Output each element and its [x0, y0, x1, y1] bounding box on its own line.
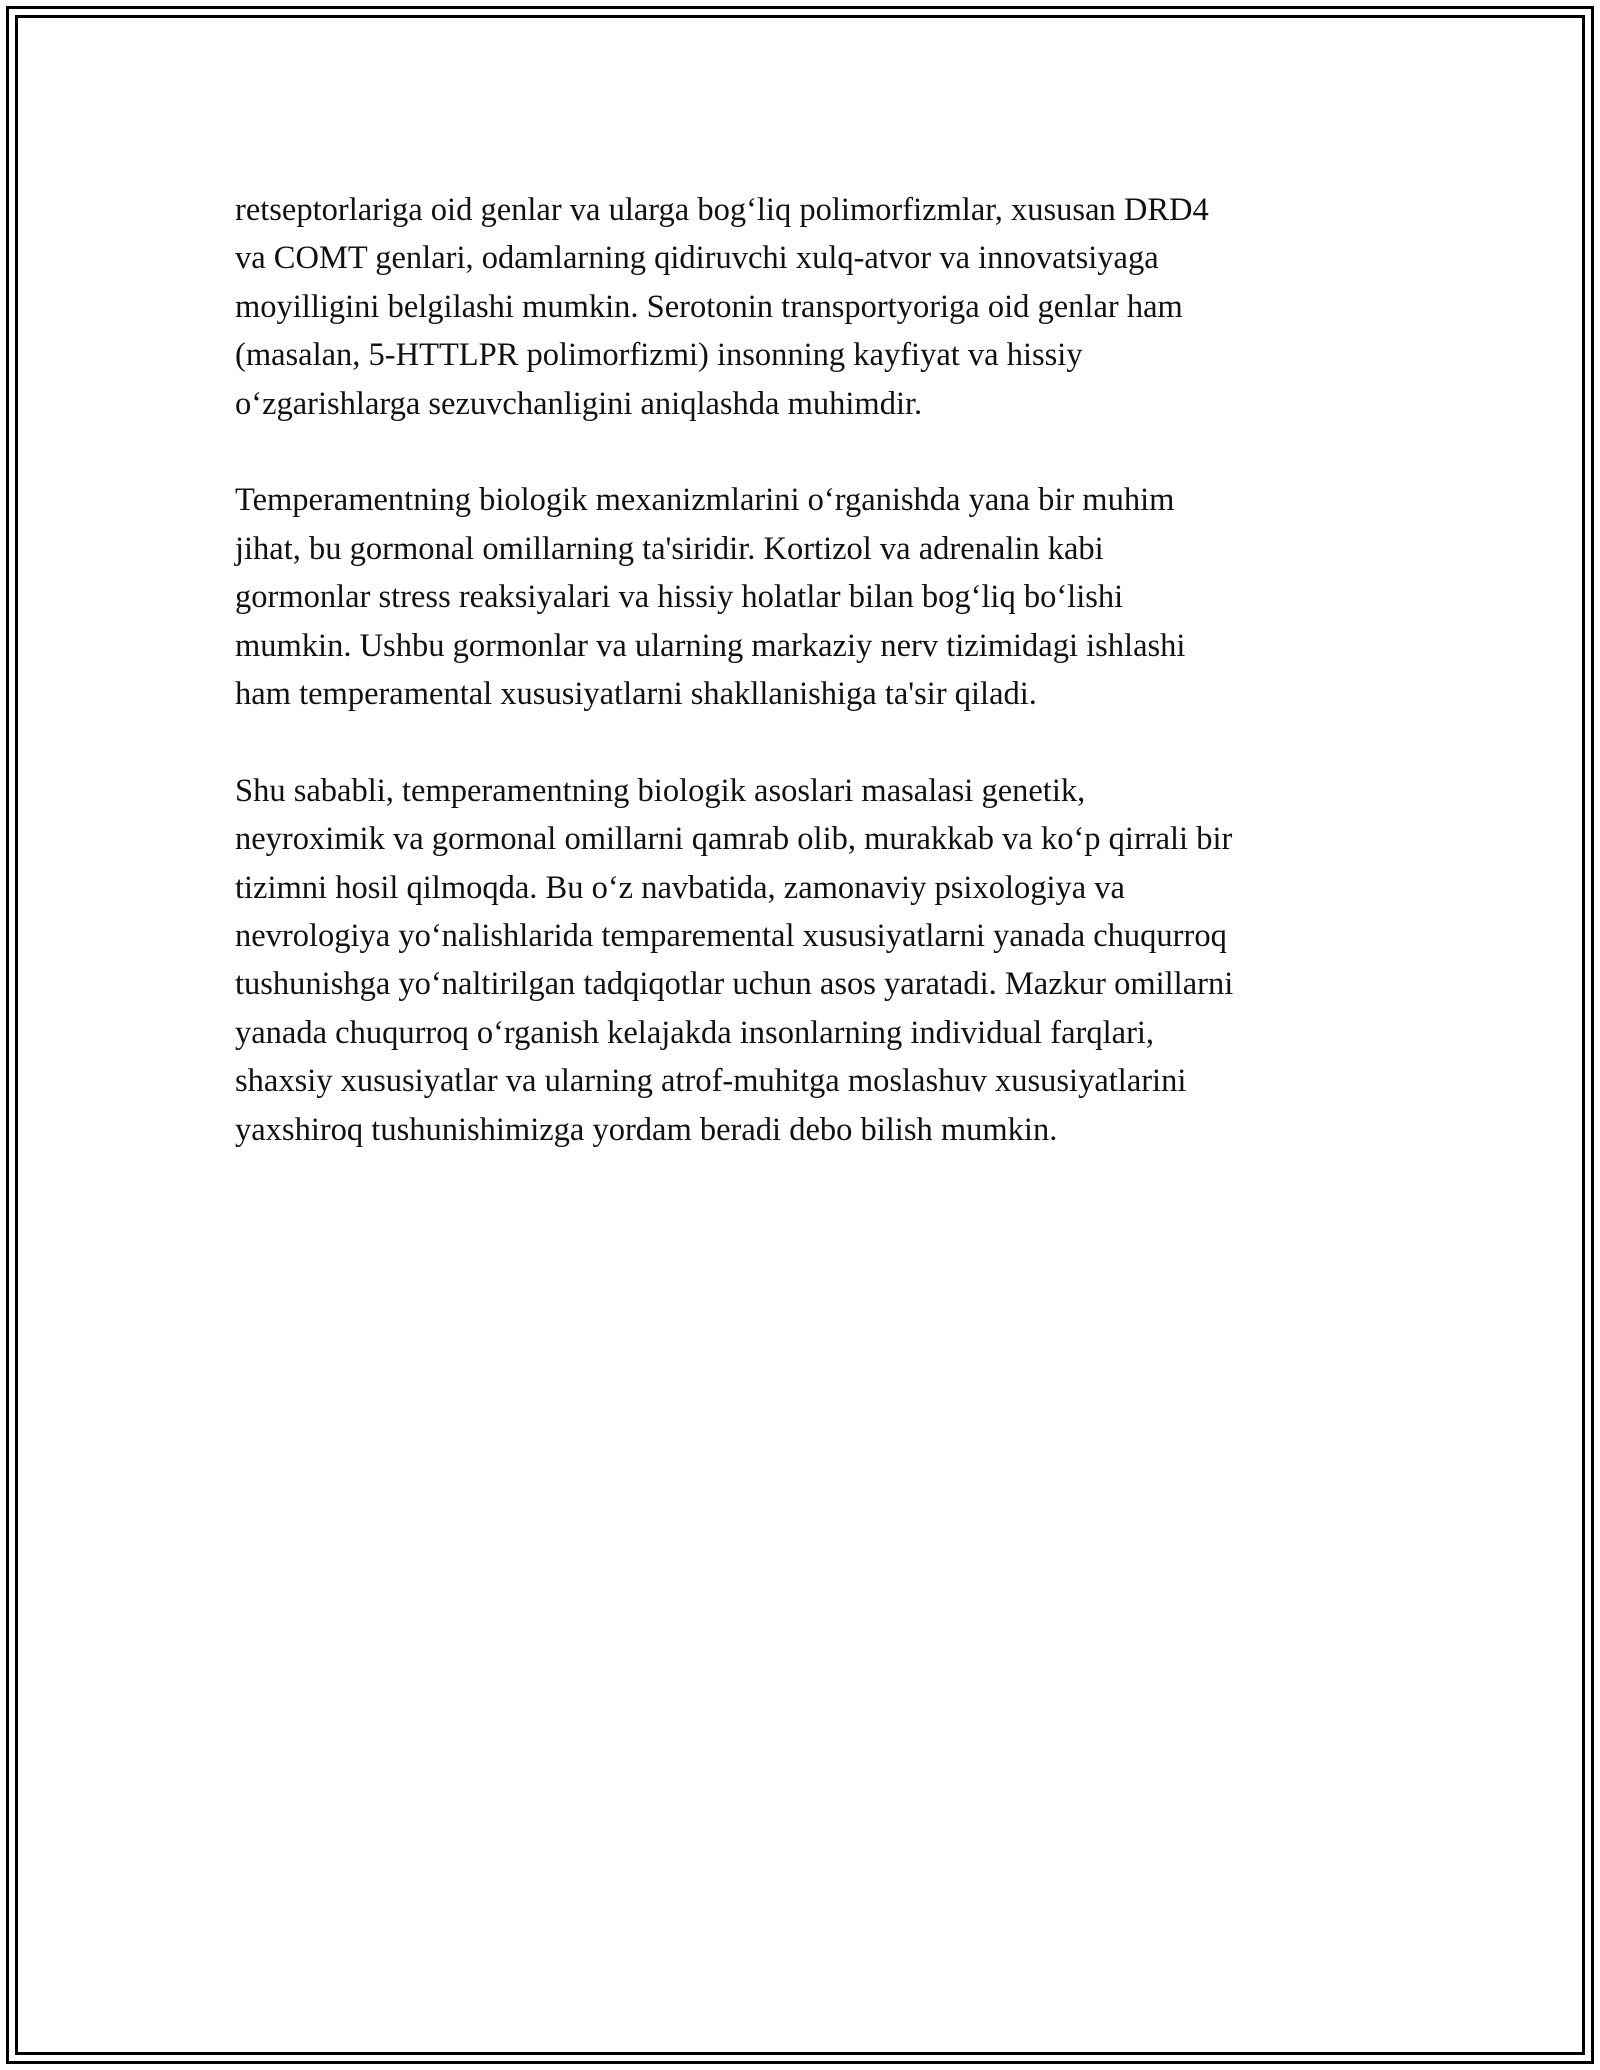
text-line: Shu sababli, temperamentning biologik asoslari masalasi genetik, [235, 772, 1086, 809]
text-line: o‘zgarishlarga sezuvchanligini aniqlashda muhimdir. [235, 385, 923, 422]
text-line: mumkin. Ushbu gormonlar va ularning markaziy nerv tizimidagi ishlashi [235, 627, 1186, 664]
text-line: neyroximik va gormonal omillarni qamrab olib, murakkab va ko‘p qirrali bir [235, 821, 1233, 858]
text-line: ham temperamental xususiyatlarni shakllanishiga ta'sir qiladi. [235, 676, 1037, 713]
text-line: (masalan, 5-HTTLPR polimorfizmi) insonning kayfiyat va hissiy [235, 337, 1083, 374]
text-line: Temperamentning biologik mexanizmlarini o‘rganishda yana bir muhim [235, 482, 1175, 519]
text-line: va COMT genlari, odamlarning qidiruvchi xulq-atvor va innovatsiyaga [235, 240, 1159, 277]
text-line: retseptorlariga oid genlar va ularga bog‘liq polimorfizmlar, xususan DRD4 [235, 192, 1209, 228]
text-line: yanada chuqurroq o‘rganish kelajakda insonlarning individual farqlari, [235, 1014, 1155, 1051]
text-line: tushunishga yo‘naltirilgan tadqiqotlar uchun asos yaratadi. Mazkur omillarni [235, 966, 1234, 1003]
text-line: jihat, bu gormonal omillarning ta'siridir. Kortizol va adrenalin kabi [235, 530, 1104, 567]
text-line: yaxshiroq tushunishimizga yordam beradi debo bilish mumkin. [235, 1111, 1058, 1148]
text-line: shaxsiy xususiyatlar va ularning atrof-muhitga moslashuv xususiyatlarini [235, 1063, 1187, 1100]
text-line: gormonlar stress reaksiyalari va hissiy holatlar bilan bog‘liq bo‘lishi [235, 579, 1124, 616]
text-line: moyilligini belgilashi mumkin. Serotonin transportyoriga oid genlar ham [235, 288, 1183, 325]
text-line: tizimni hosil qilmoqda. Bu o‘z navbatida, zamonaviy psixologiya va [235, 869, 1125, 906]
paragraph-conclusion [235, 767, 1375, 1154]
paragraph-hormones [235, 476, 1375, 718]
paragraph-genetics [235, 186, 1375, 428]
document-body [235, 186, 1375, 1202]
text-line: nevrologiya yo‘nalishlarida temparemental xususiyatlarni yanada chuqurroq [235, 918, 1227, 955]
